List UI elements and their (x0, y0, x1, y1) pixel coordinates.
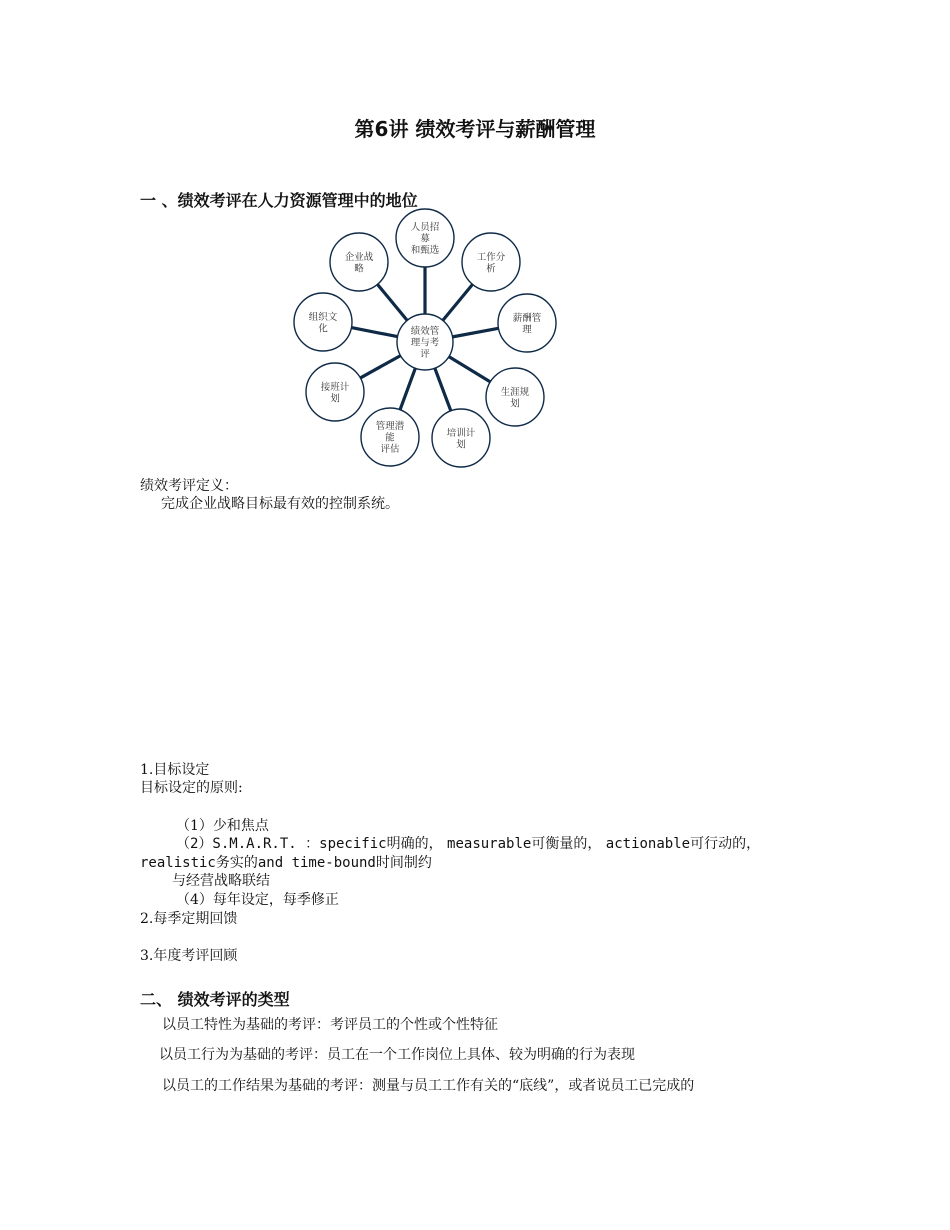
performance-hub-diagram (285, 200, 565, 480)
smart-realistic-cn: 务实的 (215, 855, 258, 871)
node-label-2: 薪酬管理 (512, 312, 542, 336)
spoke-line-2 (453, 328, 499, 337)
document-title: 第6讲 绩效考评与薪酬管理 (354, 117, 596, 141)
smart-actionable-cn: 可行动的， (690, 836, 761, 852)
principle-1: （1）少和焦点 (176, 818, 269, 834)
type-behavior-based: 以员工行为为基础的考评：员工在一个工作岗位上具体、较为明确的行为表现 (159, 1047, 635, 1063)
item-annual-review: 3.年度考评回顾 (140, 948, 238, 964)
smart-measurable: measurable (447, 836, 532, 852)
node-label-8: 企业战略 (344, 251, 374, 275)
section-heading-2: 二、 绩效考评的类型 (140, 990, 290, 1009)
smart-label: （2）S.M.A.R.T. ：specific (176, 836, 387, 852)
node-label-6: 接班计划 (320, 381, 350, 405)
item-goal-setting: 1.目标设定 (140, 762, 210, 778)
smart-actionable: actionable (605, 836, 691, 852)
node-label-0: 人员招募和甄选 (410, 222, 440, 256)
smart-timebound-cn: 时间制约 (375, 855, 432, 871)
section-heading-1: 一 、绩效考评在人力资源管理中的地位 (140, 191, 418, 210)
center-label: 绩效管理与考评 (410, 326, 440, 360)
principle-3: 与经营战略联结 (172, 873, 270, 889)
definition-text: 完成企业战略目标最有效的控制系统。 (161, 496, 399, 512)
node-label-7: 组织文化 (308, 311, 338, 335)
smart-measurable-cn: 可衡量的， (531, 836, 602, 852)
type-result-based: 以员工的工作结果为基础的考评：测量与员工工作有关的“底线”，或者说员工已完成的 (162, 1078, 695, 1094)
principle-2-line-1 (176, 835, 760, 853)
node-label-1: 工作分析 (476, 251, 506, 275)
node-label-5: 管理潜能评估 (375, 421, 405, 455)
smart-timebound: and time-bound (257, 855, 376, 871)
spoke-line-8 (377, 284, 407, 320)
spoke-line-6 (360, 356, 400, 378)
node-label-4: 培训计划 (446, 427, 476, 451)
smart-realistic: realistic (140, 855, 216, 871)
goal-principles-label: 目标设定的原则: (140, 780, 243, 796)
spoke-line-5 (400, 368, 415, 410)
smart-specific-cn: 明确的， (386, 836, 443, 852)
type-trait-based: 以员工特性为基础的考评：考评员工的个性或个性特征 (162, 1017, 498, 1033)
spoke-line-4 (435, 368, 451, 411)
principle-4: （4）每年设定，每季修正 (176, 892, 339, 908)
spoke-line-3 (449, 357, 490, 382)
item-quarterly-feedback: 2.每季定期回馈 (140, 911, 238, 927)
definition-label: 绩效考评定义： (140, 478, 238, 494)
node-label-3: 生涯规划 (500, 386, 530, 410)
spoke-line-7 (351, 328, 397, 337)
principle-2-line-2 (140, 854, 432, 872)
spoke-line-1 (443, 284, 473, 320)
